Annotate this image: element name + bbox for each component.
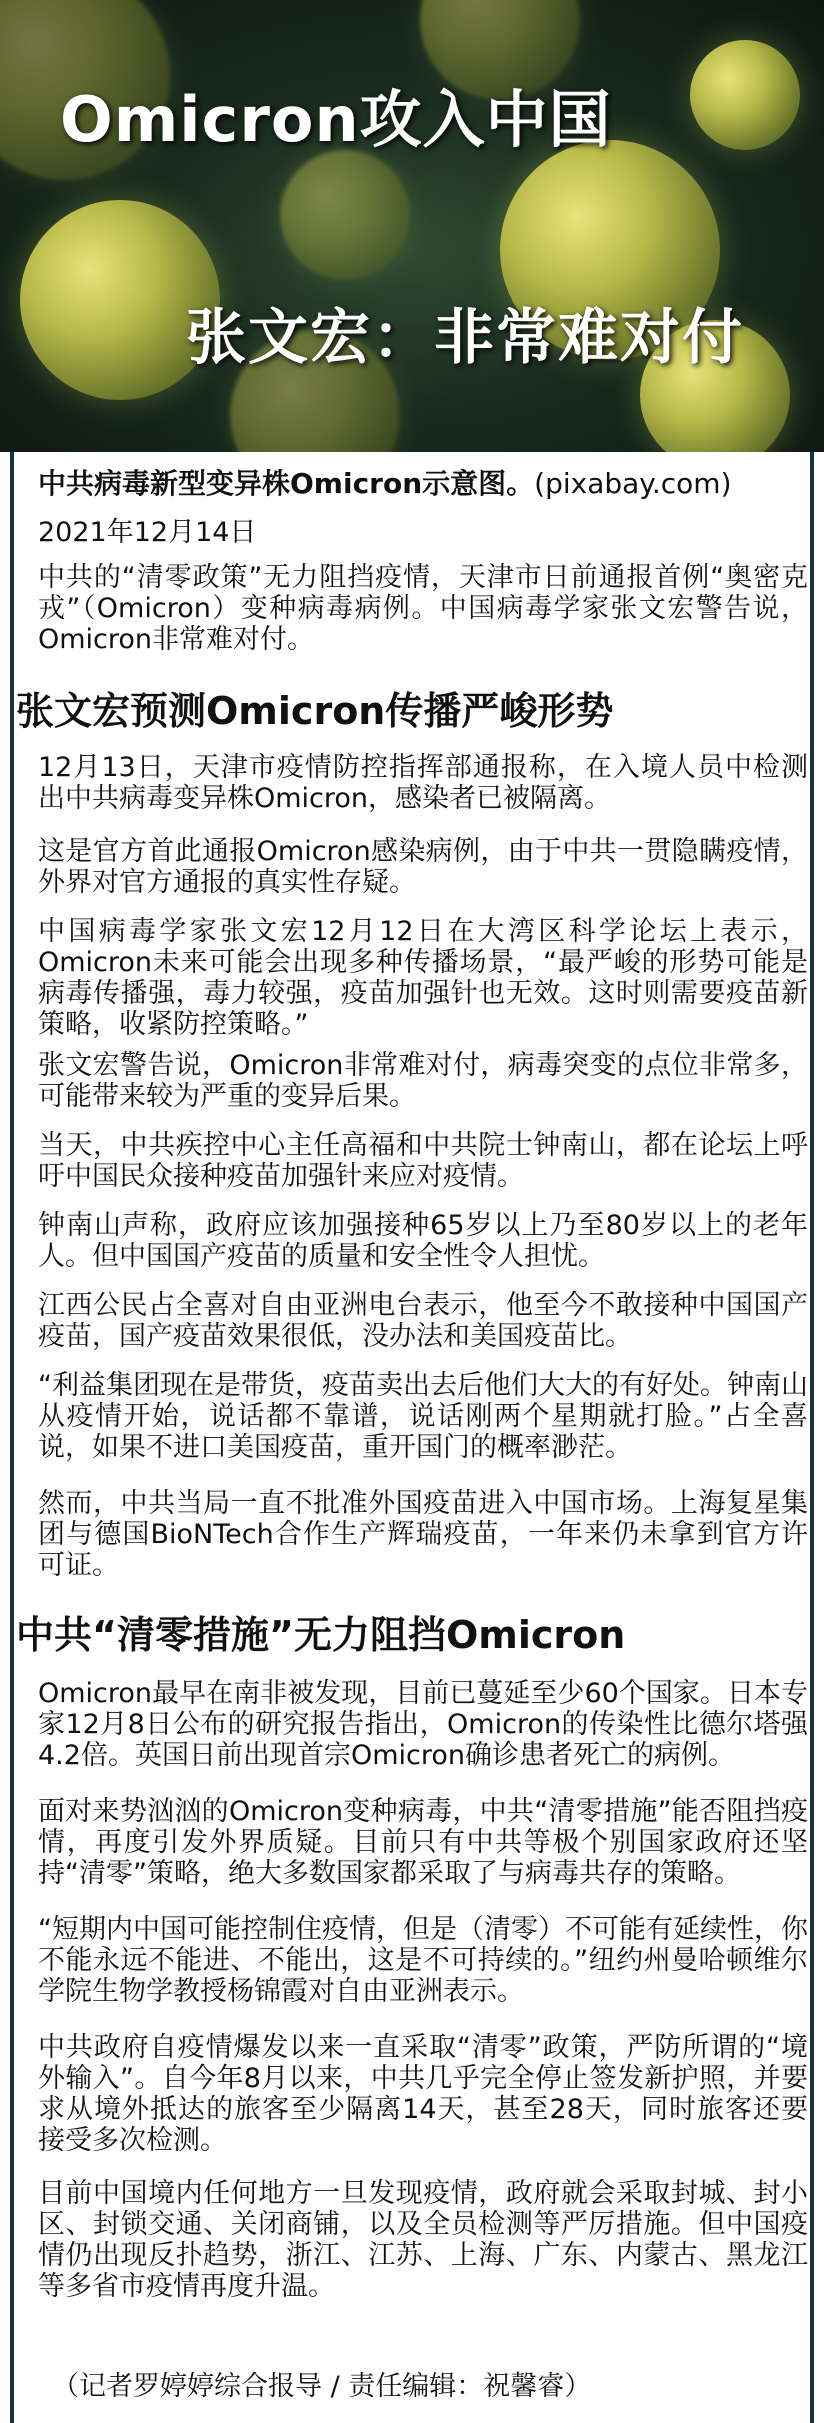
hero-banner [0,0,824,452]
paragraph: 江西公民占全喜对自由亚洲电台表示，他至今不敢接种中国国产疫苗，国产疫苗效果很低，没办法和美国疫苗比。 [38,1290,808,1352]
paragraph: Omicron最早在南非被发现，目前已蔓延至少60个国家。日本专家12月8日公布的研究报告指出，Omicron的传染性比德尔塔强4.2倍。英国日前出现首宗Omicron确诊患者死亡的病例。 [38,1678,808,1771]
paragraph: 中共政府自疫情爆发以来一直采取“清零”政策，严防所谓的“境外输入”。自今年8月以来，中共几乎完全停止签发新护照，并要求从境外抵达的旅客至少隔离14天，甚至28天，同时旅客还要接受多次检测。 [38,2032,808,2156]
image-caption [38,462,732,502]
article-body [10,452,814,2423]
paragraph: “利益集团现在是带货，疫苗卖出去后他们大大的有好处。钟南山从疫情开始，说话都不靠谱，说话刚两个星期就打脸。”占全喜说，如果不进口美国疫苗，重开国门的概率渺茫。 [38,1370,808,1463]
caption-source: (pixabay.com) [534,467,732,500]
paragraph: 钟南山声称，政府应该加强接种65岁以上乃至80岁以上的老年人。但中国国产疫苗的质量和安全性令人担忧。 [38,1210,808,1272]
paragraph: 张文宏警告说，Omicron非常难对付，病毒突变的点位非常多，可能带来较为严重的变异后果。 [38,1050,808,1112]
paragraph: “短期内中国可能控制住疫情，但是（清零）不可能有延续性，你不能永远不能进、不能出，这是不可持续的。”纽约州曼哈顿维尔学院生物学教授杨锦霞对自由亚洲表示。 [38,1914,808,2007]
hero-title: Omicron攻入中国 [60,83,612,156]
paragraph: 当天，中共疾控中心主任高福和中共院士钟南山，都在论坛上呼吁中国民众接种疫苗加强针来应对疫情。 [38,1130,808,1192]
virus-particle-icon [690,40,800,150]
paragraph: 然而，中共当局一直不批准外国疫苗进入中国市场。上海复星集团与德国BioNTech合作生产辉瑞疫苗，一年来仍未拿到官方许可证。 [38,1488,808,1581]
intro-paragraph: 中共的“清零政策”无力阻挡疫情，天津市日前通报首例“奥密克戎”（Omicron）变种病毒病例。中国病毒学家张文宏警告说，Omicron非常难对付。 [38,562,808,655]
paragraph: 面对来势汹汹的Omicron变种病毒，中共“清零措施”能否阻挡疫情，再度引发外界质疑。目前只有中共等极个别国家政府还坚持“清零”策略，绝大多数国家都采取了与病毒共存的策略。 [38,1796,808,1889]
publish-date: 2021年12月14日 [38,517,257,548]
paragraph: 这是官方首此通报Omicron感染病例，由于中共一贯隐瞒疫情，外界对官方通报的真实性存疑。 [38,836,808,898]
virus-particle-icon [280,150,410,280]
paragraph: 中国病毒学家张文宏12月12日在大湾区科学论坛上表示，Omicron未来可能会出现多种传播场景，“最严峻的形势可能是病毒传播强，毒力较强，疫苗加强针也无效。这时则需要疫苗新策略，收紧防控策略。” [38,916,808,1040]
section1-heading: 张文宏预测Omicron传播严峻形势 [16,689,614,733]
reporter-credit: （记者罗婷婷综合报导 / 责任编辑：祝馨睿） [52,2371,592,2402]
paragraph: 12月13日，天津市疫情防控指挥部通报称，在入境人员中检测出中共病毒变异株Omicron，感染者已被隔离。 [38,752,808,814]
paragraph: 目前中国境内任何地方一旦发现疫情，政府就会采取封城、封小区、封锁交通、关闭商铺，以及全员检测等严厉措施。但中国疫情仍出现反扑趋势，浙江、江苏、上海、广东、内蒙古、黑龙江等多省市疫情再度升温。 [38,2178,808,2302]
hero-subtitle: 张文宏：非常难对付 [186,303,744,373]
section2-heading: 中共“清零措施”无力阻挡Omicron [16,1613,626,1657]
caption-lead: 中共病毒新型变异株Omicron示意图。 [38,467,535,500]
